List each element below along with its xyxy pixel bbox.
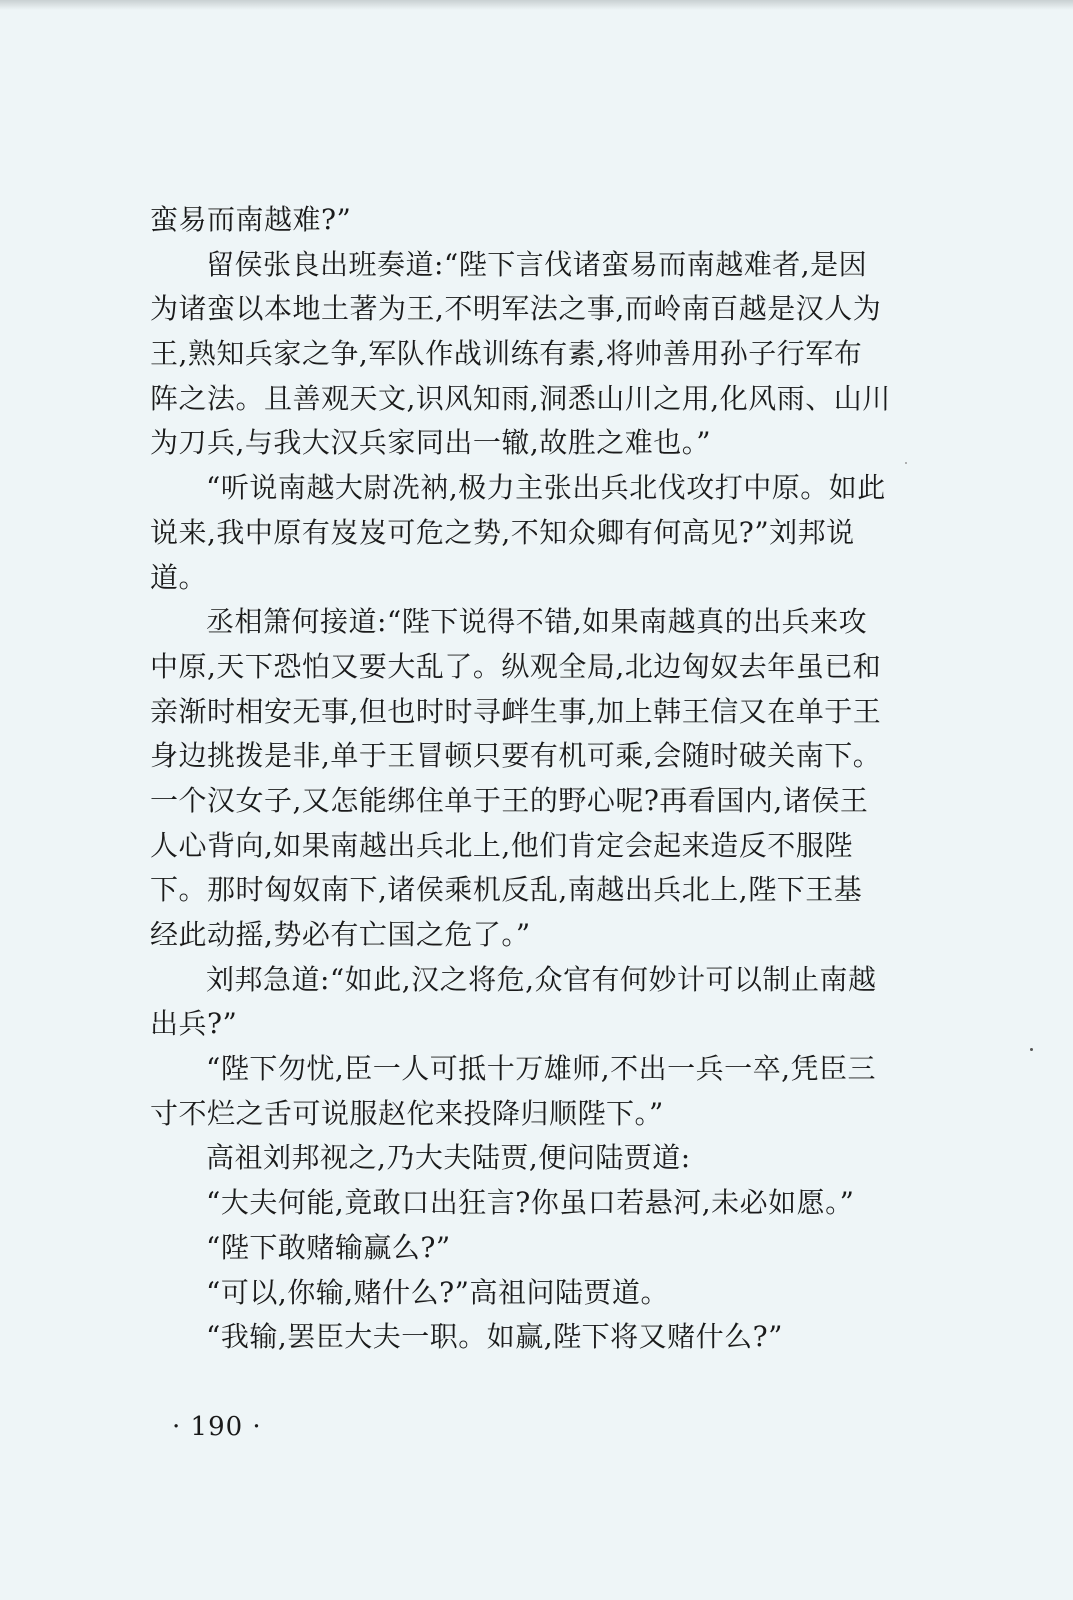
text-line: “听说南越大尉冼衲,极力主张出兵北伐攻打中原。如此 [206, 471, 886, 505]
text-line: 丞相箫何接道:“陛下说得不错,如果南越真的出兵来攻 [206, 605, 868, 639]
text-line: 道。 [150, 560, 208, 594]
page-body-text [150, 198, 950, 1360]
text-line: “陛下勿忧,臣一人可抵十万雄师,不出一兵一卒,凭臣三 [206, 1052, 877, 1086]
text-line: 一个汉女子,又怎能绑住单于王的野心呢?再看国内,诸侯王 [150, 783, 869, 817]
text-line: 寸不烂之舌可说服赵佗来投降归顺陛下。” [150, 1096, 664, 1130]
text-line: 蛮易而南越难?” [150, 203, 352, 236]
text-line: 亲渐时相安无事,但也时时寻衅生事,加上韩王信又在单于王 [150, 694, 882, 728]
text-line: 中原,天下恐怕又要大乱了。纵观全局,北边匈奴去年虽已和 [150, 649, 882, 683]
page-number: · 190 · [172, 1412, 262, 1442]
text-line: 经此动摇,势必有亡国之危了。” [150, 918, 531, 951]
text-line: 身边挑拨是非,单于王冒顿只要有机可乘,会随时破关南下。 [150, 739, 882, 773]
text-line: 下。那时匈奴南下,诸侯乘机反乱,南越出兵北上,陛下王基 [150, 873, 863, 907]
text-line: 王,熟知兵家之争,军队作战训练有素,将帅善用孙子行军布 [150, 337, 863, 371]
text-line: 说来,我中原有岌岌可危之势,不知众卿有何高见?”刘邦说 [150, 515, 855, 549]
text-line: 为刀兵,与我大汉兵家同出一辙,故胜之难也。” [150, 426, 712, 460]
text-line: 刘邦急道:“如此,汉之将危,众官有何妙计可以制止南越 [206, 962, 877, 996]
text-line: “可以,你输,赌什么?”高祖问陆贾道。 [206, 1275, 669, 1309]
scan-top-edge [0, 0, 1073, 10]
text-line: 高祖刘邦视之,乃大夫陆贾,便问陆贾道: [206, 1141, 691, 1175]
text-line: 阵之法。且善观天文,识风知雨,洞悉山川之用,化风雨、山川 [150, 381, 891, 415]
text-line: “大夫何能,竟敢口出狂言?你虽口若悬河,未必如愿。” [206, 1186, 855, 1220]
text-line: “陛下敢赌输赢么?” [206, 1230, 451, 1264]
text-line: 为诸蛮以本地土著为王,不明军法之事,而岭南百越是汉人为 [150, 292, 882, 326]
scan-speck [905, 462, 907, 464]
text-line: “我输,罢臣大夫一职。如赢,陛下将又赌什么?” [206, 1320, 783, 1354]
scan-speck [1030, 1048, 1033, 1051]
text-line: 出兵?” [150, 1007, 238, 1041]
text-line: 人心背向,如果南越出兵北上,他们肯定会起来造反不服陛 [150, 828, 853, 862]
text-line: 留侯张良出班奏道:“陛下言伐诸蛮易而南越难者,是因 [206, 247, 868, 281]
